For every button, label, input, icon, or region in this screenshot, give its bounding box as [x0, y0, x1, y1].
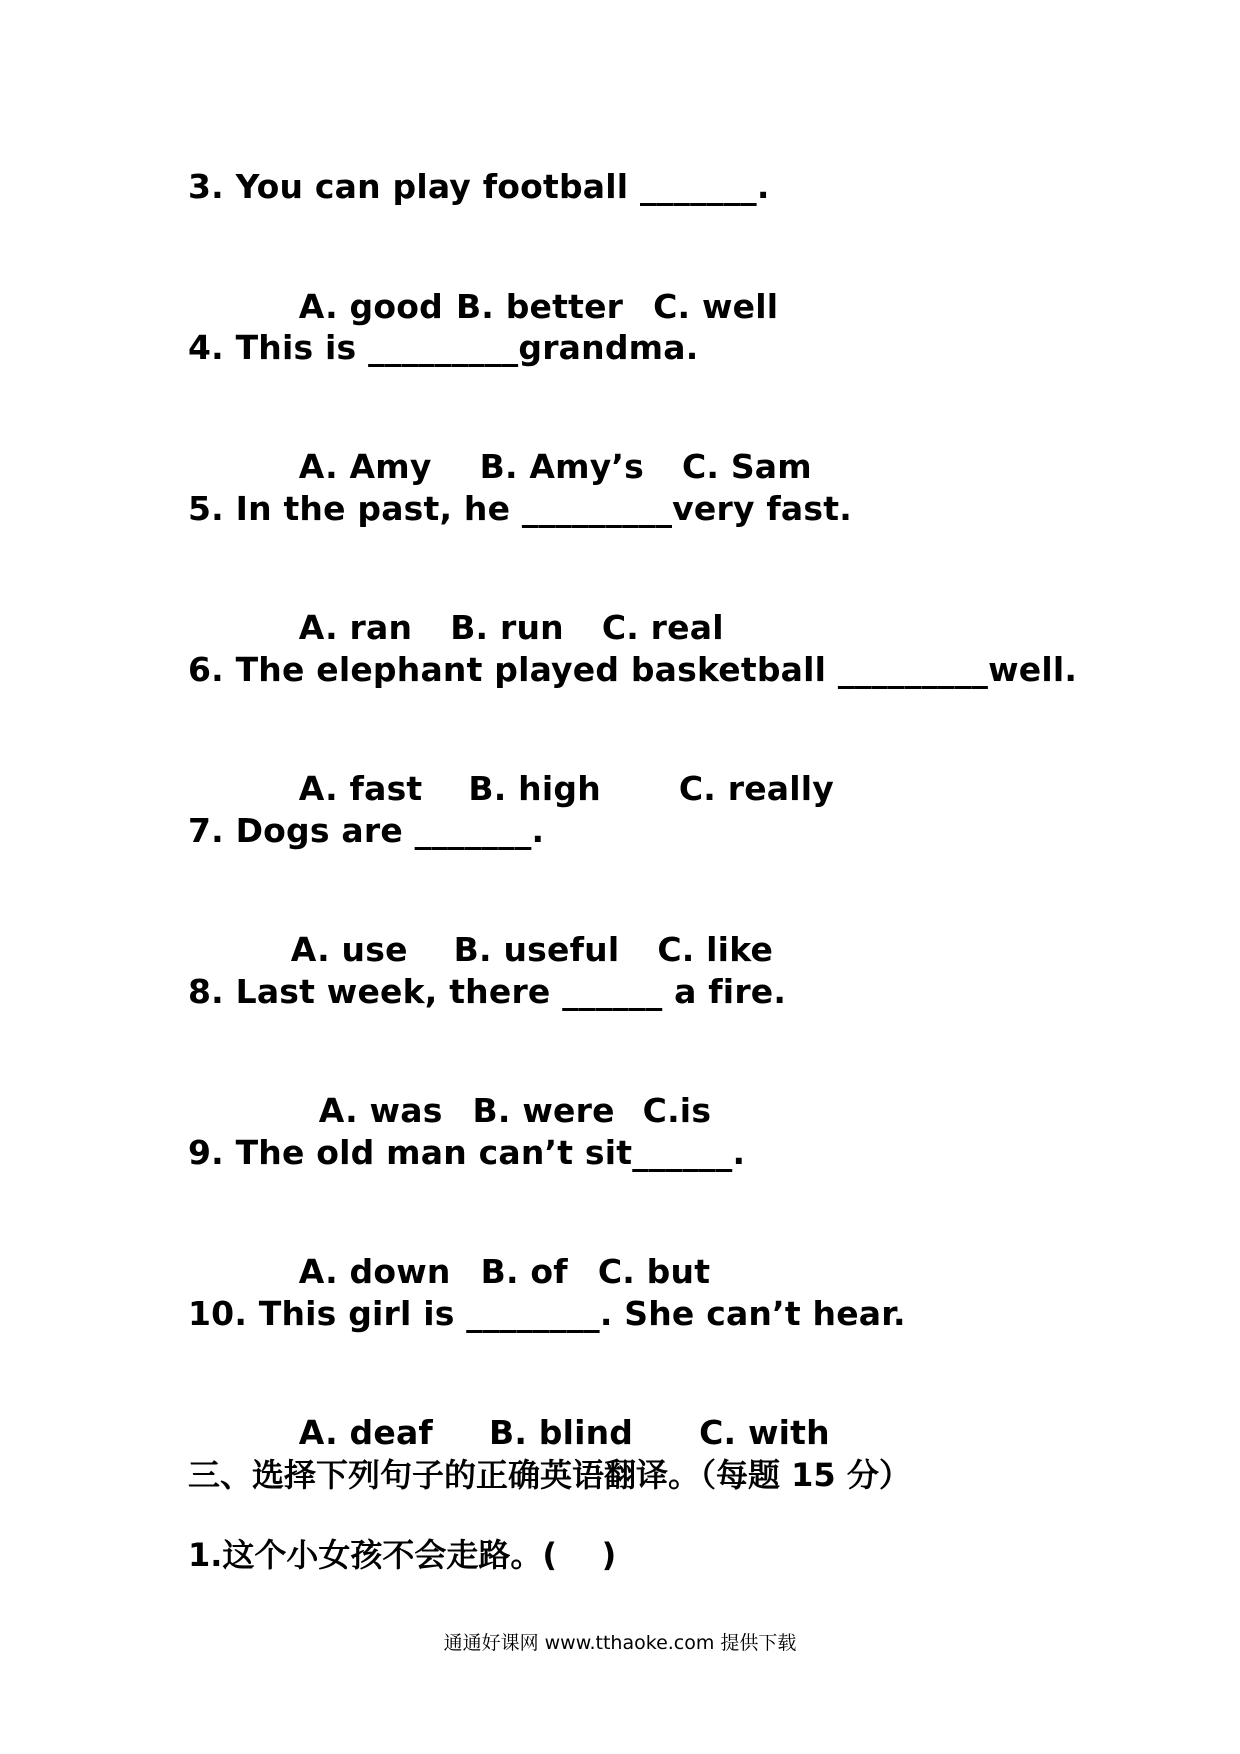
question-10-stem: 10. This girl is ________. She can’t hear. [188, 1294, 906, 1333]
section-3-heading: 三、选择下列句子的正确英语翻译。（每题 15 分） [188, 1456, 911, 1494]
question-3-option-a: A. good [298, 287, 443, 326]
question-8-option-c: C.is [642, 1091, 712, 1130]
question-5-stem: 5. In the past, he _________very fast. [188, 489, 852, 528]
question-9-option-b: B. of [480, 1252, 568, 1291]
question-8-option-a: A. was [318, 1091, 443, 1130]
question-3-stem: 3. You can play football _______. [188, 167, 770, 206]
question-8-stem: 8. Last week, there ______ a fire. [188, 972, 787, 1011]
question-5-option-b: B. run [450, 608, 564, 647]
question-7-stem: 7. Dogs are _______. [188, 811, 545, 850]
question-6-option-b: B. high [468, 769, 601, 808]
footer-download-note: 通通好课网 www.tthaoke.com 提供下载 [443, 1632, 797, 1654]
question-6-option-c: C. really [678, 769, 834, 808]
question-10-option-c: C. with [699, 1413, 830, 1452]
question-4-stem: 4. This is _________grandma. [188, 328, 699, 367]
question-9-stem: 9. The old man can’t sit______. [188, 1133, 746, 1172]
question-7-option-b: B. useful [453, 930, 620, 969]
section-3-question-1: 1.这个小女孩不会走路。( ) [188, 1536, 617, 1574]
question-10-option-a: A. deaf [298, 1413, 433, 1452]
question-7-option-a: A. use [290, 930, 408, 969]
question-7-option-c: C. like [657, 930, 774, 969]
question-9-option-c: C. but [597, 1252, 711, 1291]
question-4-option-c: C. Sam [682, 447, 812, 486]
question-10-option-b: B. blind [488, 1413, 634, 1452]
question-5-option-a: A. ran [298, 608, 413, 647]
question-3-option-c: C. well [653, 287, 779, 326]
question-5-option-c: C. real [601, 608, 724, 647]
question-4-option-b: B. Amy’s [479, 447, 644, 486]
question-8-option-b: B. were [472, 1091, 615, 1130]
question-4-option-a: A. Amy [298, 447, 432, 486]
question-3-option-b: B. better [455, 287, 624, 326]
question-9-option-a: A. down [298, 1252, 451, 1291]
question-6-option-a: A. fast [298, 769, 423, 808]
question-6-stem: 6. The elephant played basketball _________well. [188, 650, 1078, 689]
